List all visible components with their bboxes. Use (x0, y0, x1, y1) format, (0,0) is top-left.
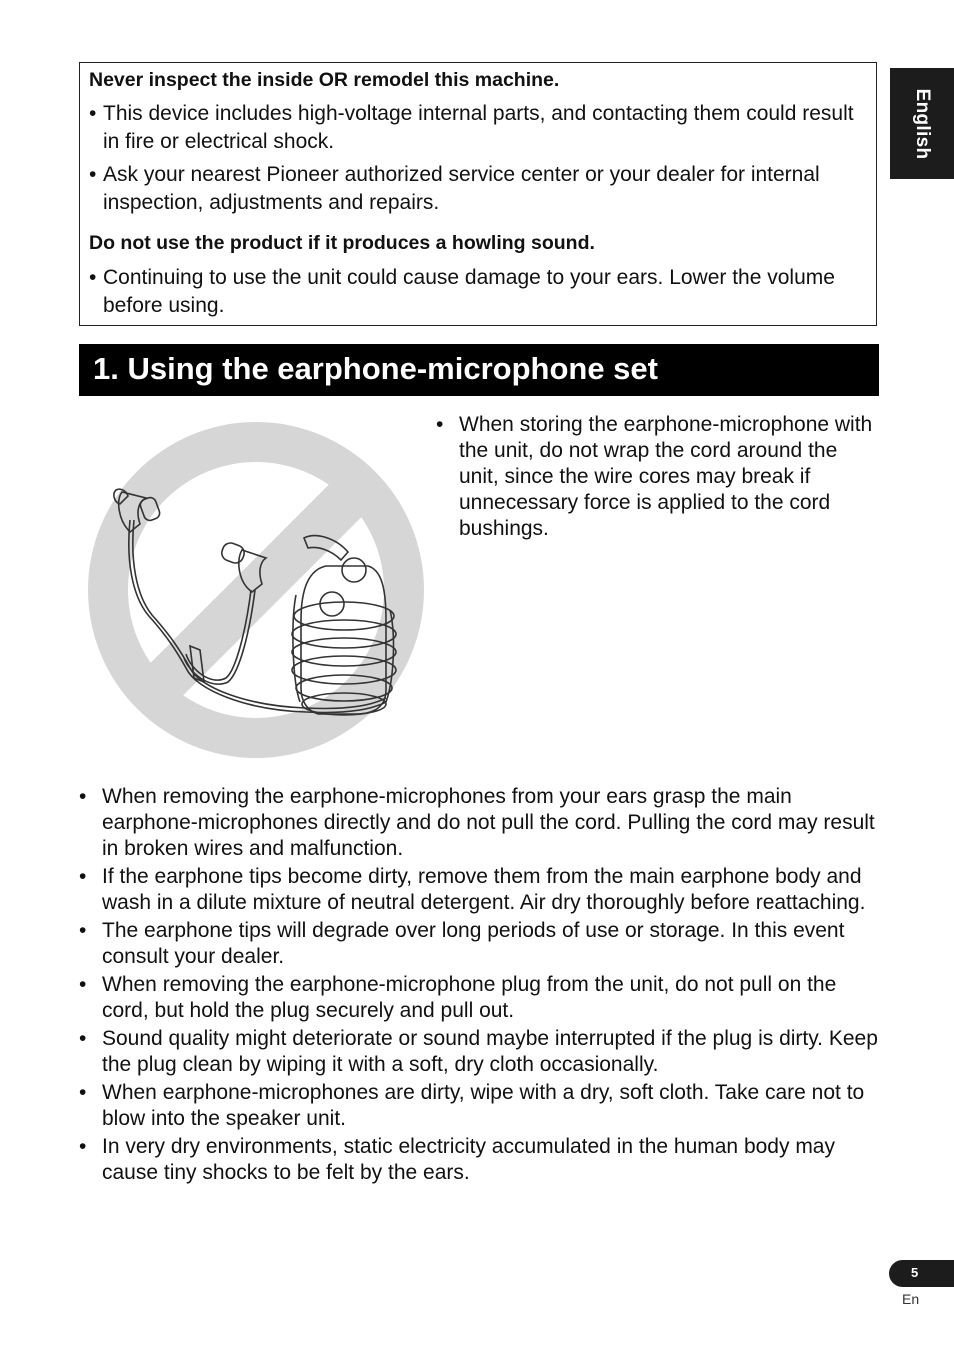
list-item: • Sound quality might deteriorate or sound maybe interrupted if the plug is dirty. Keep the plug clean by wiping it with a soft, dry cloth occasionally. (79, 1027, 878, 1076)
list-item: • If the earphone tips become dirty, remove them from the main earphone body and wash in a dilute mixture of neutral detergent. Air dry thoroughly before reattaching. (79, 865, 866, 914)
bullet-glyph: • (89, 102, 97, 125)
warning-item-service-center: • Ask your nearest Pioneer authorized service center or your dealer for internal inspection, adjustments and repairs. (89, 163, 820, 214)
page-number-badge (889, 1260, 954, 1287)
bullet-glyph: • (89, 163, 97, 186)
bullet-glyph: • (79, 1135, 87, 1158)
page-number: 5 (911, 1265, 919, 1280)
list-item: • When removing the earphone-microphones from your ears grasp the main earphone-microphones directly and do not pull the cord. Pulling the cord may result in broken wires and malfunction. (79, 785, 875, 860)
list-item: • In very dry environments, static electricity accumulated in the human body may cause tiny shocks to be felt by the ears. (79, 1135, 835, 1184)
list-item: • When earphone-microphones are dirty, wipe with a dry, soft cloth. Take care not to blow into the speaker unit. (79, 1081, 865, 1130)
warning-box (79, 62, 877, 326)
language-tab-label: English (912, 88, 933, 159)
bullet-glyph: • (79, 973, 87, 996)
section-header (79, 344, 879, 396)
usage-bullet-list (79, 784, 879, 1188)
section-title: 1. Using the earphone-microphone set (93, 351, 658, 386)
bullet-glyph: • (79, 919, 87, 942)
language-side-tab (890, 68, 954, 179)
storage-note: • When storing the earphone-microphone with the unit, do not wrap the cord around the unit, since the wire cores may break if unnecessary force is applied to the cord bushings. (436, 413, 873, 540)
warning-item-high-voltage: • This device includes high-voltage internal parts, and contacting them could result in fire or electrical shock. (89, 102, 854, 153)
bullet-glyph: • (79, 865, 87, 888)
warning-heading-remodel: Never inspect the inside OR remodel this machine. (89, 69, 560, 91)
warning-heading-howling: Do not use the product if it produces a howling sound. (89, 232, 595, 254)
language-code: En (902, 1291, 920, 1307)
prohibited-cord-wrap-illustration (86, 420, 426, 760)
bullet-glyph: • (79, 1027, 87, 1050)
list-item: • The earphone tips will degrade over long periods of use or storage. In this event consult your dealer. (79, 919, 845, 968)
bullet-glyph: • (89, 266, 97, 289)
list-item: • When removing the earphone-microphone plug from the unit, do not pull on the cord, but hold the plug securely and pull out. (79, 973, 837, 1022)
warning-item-ear-damage: • Continuing to use the unit could cause damage to your ears. Lower the volume before using. (89, 266, 835, 317)
bullet-glyph: • (79, 785, 87, 808)
bullet-glyph: • (79, 1081, 87, 1104)
bullet-glyph: • (436, 413, 444, 436)
